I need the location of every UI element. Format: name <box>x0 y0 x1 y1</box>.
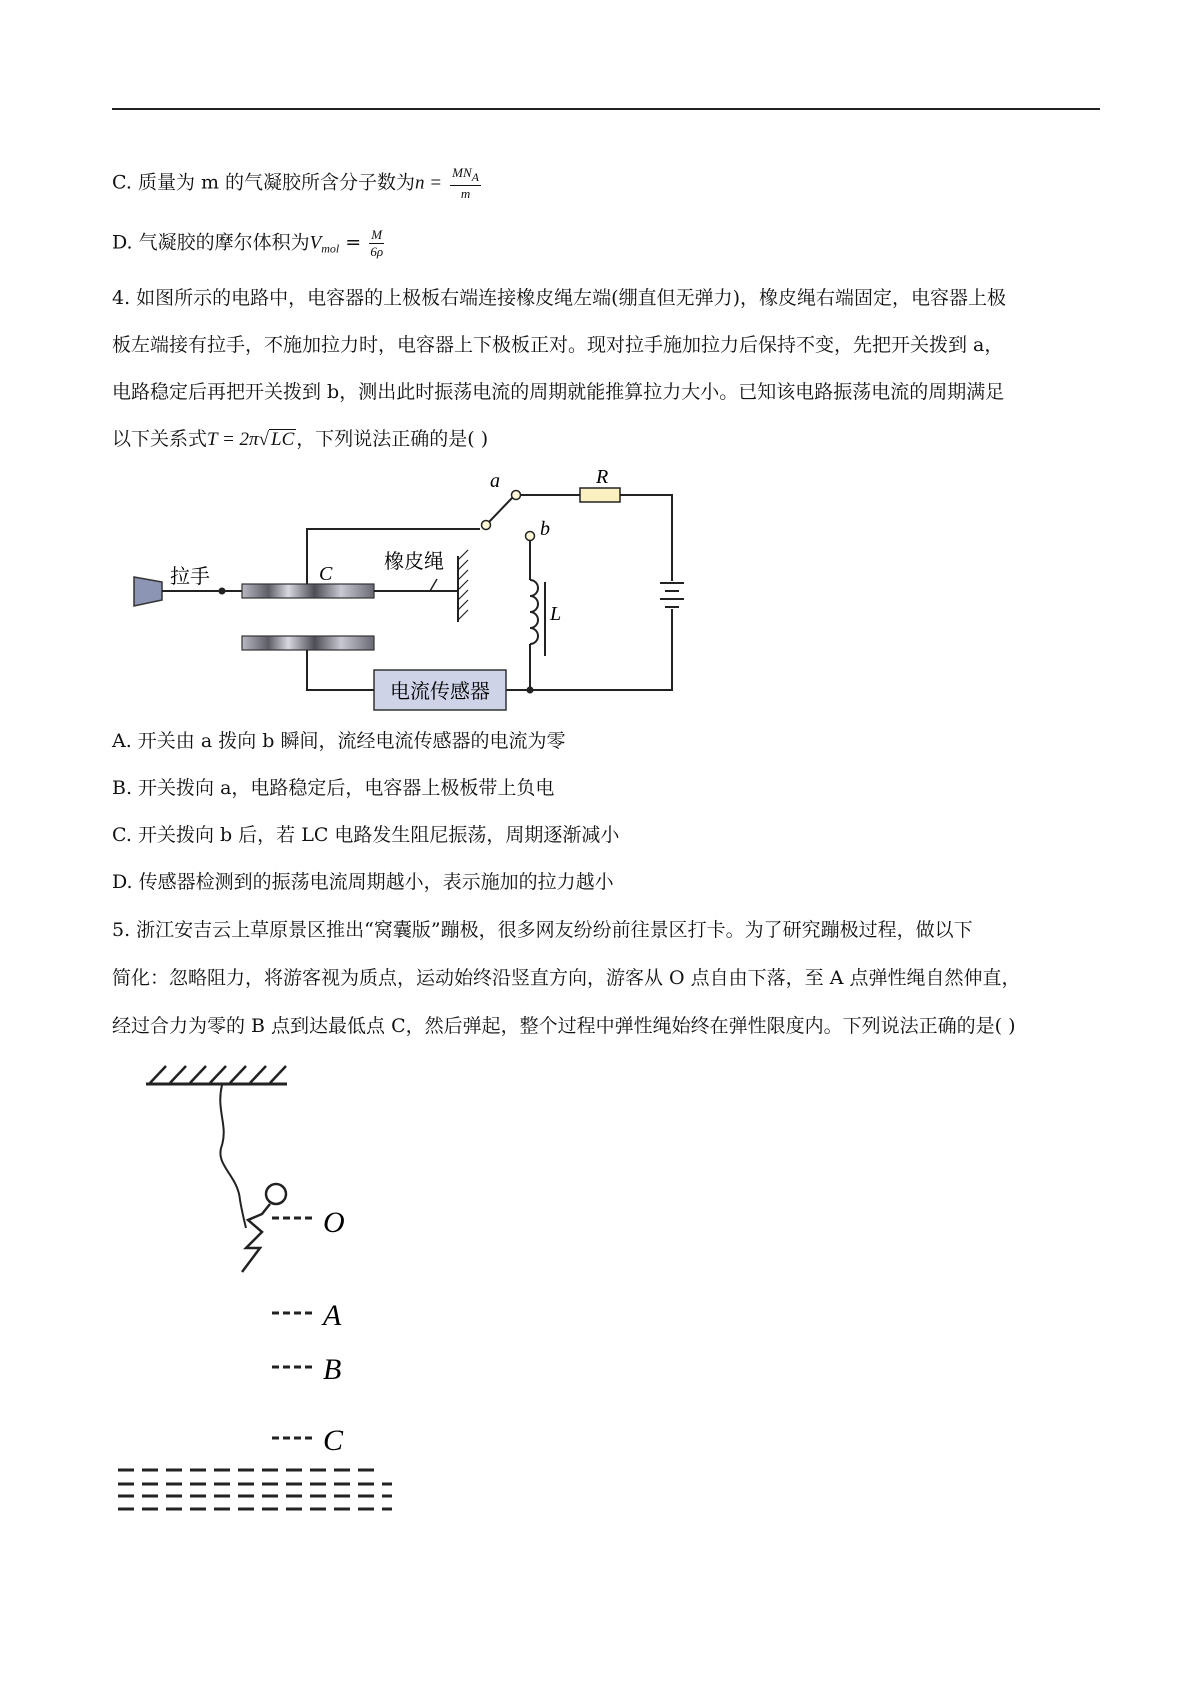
jumper-body <box>242 1204 270 1272</box>
option-d-v: V <box>309 232 322 254</box>
q4-line2: 板左端接有拉手，不施加拉力时，电容器上下极板正对。现对拉手施加拉力后保持不变，先把开关拨到 a， <box>112 334 1004 356</box>
label-R: R <box>596 466 609 488</box>
q5-line1: 5. 浙江安吉云上草原景区推出“窝囊版”蹦极，很多网友纷纷前往景区打卡。为了研究蹦极过程，做以下 <box>112 919 973 941</box>
bungee-cord <box>220 1085 246 1228</box>
q4-formula-lhs: T = 2π <box>207 429 259 450</box>
q4-line1: 4. 如图所示的电路中，电容器的上极板右端连接橡皮绳左端(绷直但无弹力)，橡皮绳右端固定，电容器上极 <box>112 287 1006 309</box>
q4-formula-sqrt: LC <box>271 429 295 450</box>
label-L: L <box>550 603 562 625</box>
ceiling-hatch <box>150 1066 286 1083</box>
option-c-text: C. 质量为 m 的气凝胶所含分子数为 <box>112 171 416 194</box>
water-surface <box>118 1470 392 1509</box>
label-B: B <box>323 1353 342 1386</box>
label-O: O <box>323 1206 345 1239</box>
q4-option-d: D. 传感器检测到的振荡电流周期越小，表示施加的拉力越小 <box>112 871 614 893</box>
wire-sensor-to-lower-plate <box>307 650 374 690</box>
option-d-text: D. 气凝胶的摩尔体积为 <box>112 231 310 254</box>
capacitor-upper-plate <box>242 584 374 598</box>
option-c-lhs: n = <box>415 172 443 194</box>
q4-line4-post: ，下列说法正确的是( ) <box>296 428 489 450</box>
q4-option-a: A. 开关由 a 拨向 b 瞬间，流经电流传感器的电流为零 <box>112 730 566 752</box>
q4-option-b: B. 开关拨向 a，电路稳定后，电容器上极板带上负电 <box>112 777 555 799</box>
wall-hatch <box>458 550 468 620</box>
q4-line4-pre: 以下关系式 <box>112 428 208 450</box>
handle-node <box>219 588 226 595</box>
option-d-v-sub: mol <box>321 241 340 256</box>
q5-line2: 简化：忽略阻力，将游客视为质点，运动始终沿竖直方向，游客从 O 点自由下落，至 A 点弹性绳自然伸直， <box>112 967 1021 989</box>
q4-circuit-figure <box>0 0 1200 720</box>
label-A: A <box>323 1299 342 1332</box>
q4-line3: 电路稳定后再把开关拨到 b，测出此时振荡电流的周期就能推算拉力大小。已知该电路振荡电流的周期满足 <box>112 381 1005 403</box>
option-c-num-sub: A <box>471 170 480 184</box>
label-handle: 拉手 <box>170 564 210 588</box>
option-c-den: m <box>460 186 471 201</box>
label-rope: 橡皮绳 <box>384 549 444 573</box>
switch-contact-b <box>526 532 535 541</box>
sqrt-sign: √ <box>258 429 270 450</box>
label-sensor: 电流传感器 <box>390 679 490 703</box>
label-b: b <box>540 518 550 540</box>
q4-option-c: C. 开关拨向 b 后，若 LC 电路发生阻尼振荡，周期逐渐减小 <box>112 824 620 846</box>
jumper-head <box>266 1184 286 1204</box>
wire-r-to-battery <box>620 495 672 581</box>
capacitor-lower-plate <box>242 636 374 650</box>
handle-icon <box>134 577 162 606</box>
switch-contact-a <box>512 491 521 500</box>
option-d-den: 6ρ <box>370 244 384 259</box>
rope-pointer <box>430 579 437 591</box>
switch-blade <box>489 498 512 522</box>
resistor-R <box>580 488 620 502</box>
q5-bungee-figure <box>0 1060 460 1520</box>
label-C: C <box>319 563 333 585</box>
option-d-eq: = <box>345 231 362 254</box>
q5-line3: 经过合力为零的 B 点到达最低点 C，然后弹起，整个过程中弹性绳始终在弹性限度内。下列说法正确的是( ) <box>112 1015 1016 1037</box>
option-c-num: MN <box>452 165 472 180</box>
inductor-coil <box>530 580 538 644</box>
label-C-level: C <box>323 1424 344 1457</box>
option-d-num: M <box>371 227 383 242</box>
label-a: a <box>490 470 500 492</box>
